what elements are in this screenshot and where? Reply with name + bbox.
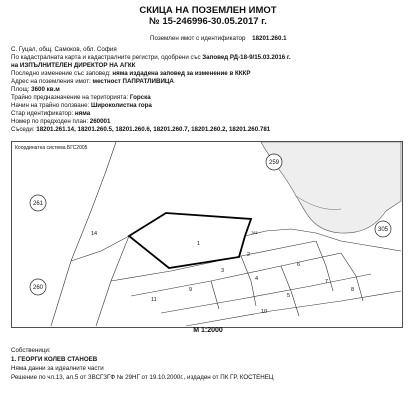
usage-line xyxy=(11,102,152,110)
area-line xyxy=(11,86,60,94)
map-approval-authority: на ИЗПЪЛНИТЕЛЕН ДИРЕКТОР НА АГКК xyxy=(11,62,136,69)
prev-plan-label: Номер по предходен план: xyxy=(11,118,89,125)
parcel-3-label: 3 xyxy=(221,268,225,274)
territory-value: Горска xyxy=(129,94,151,101)
parcel-781-label: 781 xyxy=(251,230,258,235)
last-change-value: няма издадена заповед за изменение в КККР xyxy=(112,70,251,77)
map-scale: М 1:2000 xyxy=(193,327,223,334)
document-title xyxy=(0,5,416,27)
parcel-4-label: 4 xyxy=(255,276,259,282)
parcel-1-label: 1 xyxy=(197,241,201,247)
owner-name: 1. ГЕОРГИ КОЛЕВ СТАНОЕВ xyxy=(11,356,98,363)
cadastral-map-svg xyxy=(11,141,403,328)
document-number: № 15-246996-30.05.2017 г. xyxy=(149,16,267,27)
old-id-value: няма xyxy=(74,110,91,117)
usage-label: Начин на трайно ползване: xyxy=(11,102,90,109)
location-line: С. Гуцал, общ. Самоков, обл. София xyxy=(11,46,117,53)
coord-system-label: Координатна система БГС2005 xyxy=(15,145,88,151)
block-261-label: 261 xyxy=(32,201,44,207)
neighbors-value: 18201.261.14, 18201.260.5, 18201.260.6, 18201.260.7, 18201.260.2, 18201.260.781 xyxy=(36,126,271,133)
territory-line xyxy=(11,94,151,102)
block-260-label: 260 xyxy=(32,285,44,291)
usage-value: Широколистна гора xyxy=(91,102,152,109)
block-305-label: 305 xyxy=(377,227,389,233)
identifier-value: 18201.260.1 xyxy=(252,35,287,42)
parcel-5-label: 5 xyxy=(287,293,291,299)
parcel-14-label: 14 xyxy=(91,231,98,237)
old-id-line xyxy=(11,110,90,118)
parcel-7-label: 7 xyxy=(325,279,329,285)
ideal-parts-note: Няма данни за идеалните части xyxy=(11,365,104,372)
last-change-line xyxy=(11,70,250,78)
neighbors-line xyxy=(11,126,270,134)
map-approval-line xyxy=(11,54,291,62)
identifier-line xyxy=(150,35,287,43)
parcel-11-label: 11 xyxy=(151,297,157,303)
block-259-label: 259 xyxy=(268,160,280,166)
territory-label: Трайно предназначение на територията: xyxy=(11,94,129,101)
title-text: СКИЦА НА ПОЗЕМЛЕН ИМОТ xyxy=(139,5,277,16)
area-label: Площ: xyxy=(11,86,30,93)
ownership-decision: Решение по чл.13, ал.5 от ЗВСГЗГФ № 29НГ от 19.10.2000г., издаден от ПК ГР. КОСТЕНЕЦ xyxy=(11,374,274,381)
last-change-label: Последно изменение със заповед: xyxy=(11,70,111,77)
cadastral-map xyxy=(11,141,403,328)
parcel-6-label: 6 xyxy=(297,262,301,268)
map-approval-text: По кадастралната карта и кадастралните регистри, одобрени със xyxy=(11,54,201,61)
old-id-label: Стар идентификатор: xyxy=(11,110,74,117)
address-value: местност ПАПРАТЛИВИЦА xyxy=(92,78,174,85)
identifier-label: Поземлен имот с идентификатор xyxy=(150,35,246,42)
address-label: Адрес на поземления имот: xyxy=(11,78,91,85)
area-value: 3600 кв.м xyxy=(31,86,60,93)
owners-heading: Собственици: xyxy=(11,347,51,354)
parcel-8-label: 8 xyxy=(351,287,355,293)
prev-plan-value: 260001 xyxy=(89,118,111,125)
neighbors-label: Съседи: xyxy=(11,126,35,133)
parcel-9-label: 9 xyxy=(189,287,193,293)
map-approval-order: Заповед РД-18-9/15.03.2016 г. xyxy=(202,54,291,61)
parcel-2-label: 2 xyxy=(247,252,251,258)
parcel-10-label: 10 xyxy=(261,309,268,315)
prev-plan-line xyxy=(11,118,110,126)
address-line xyxy=(11,78,174,86)
